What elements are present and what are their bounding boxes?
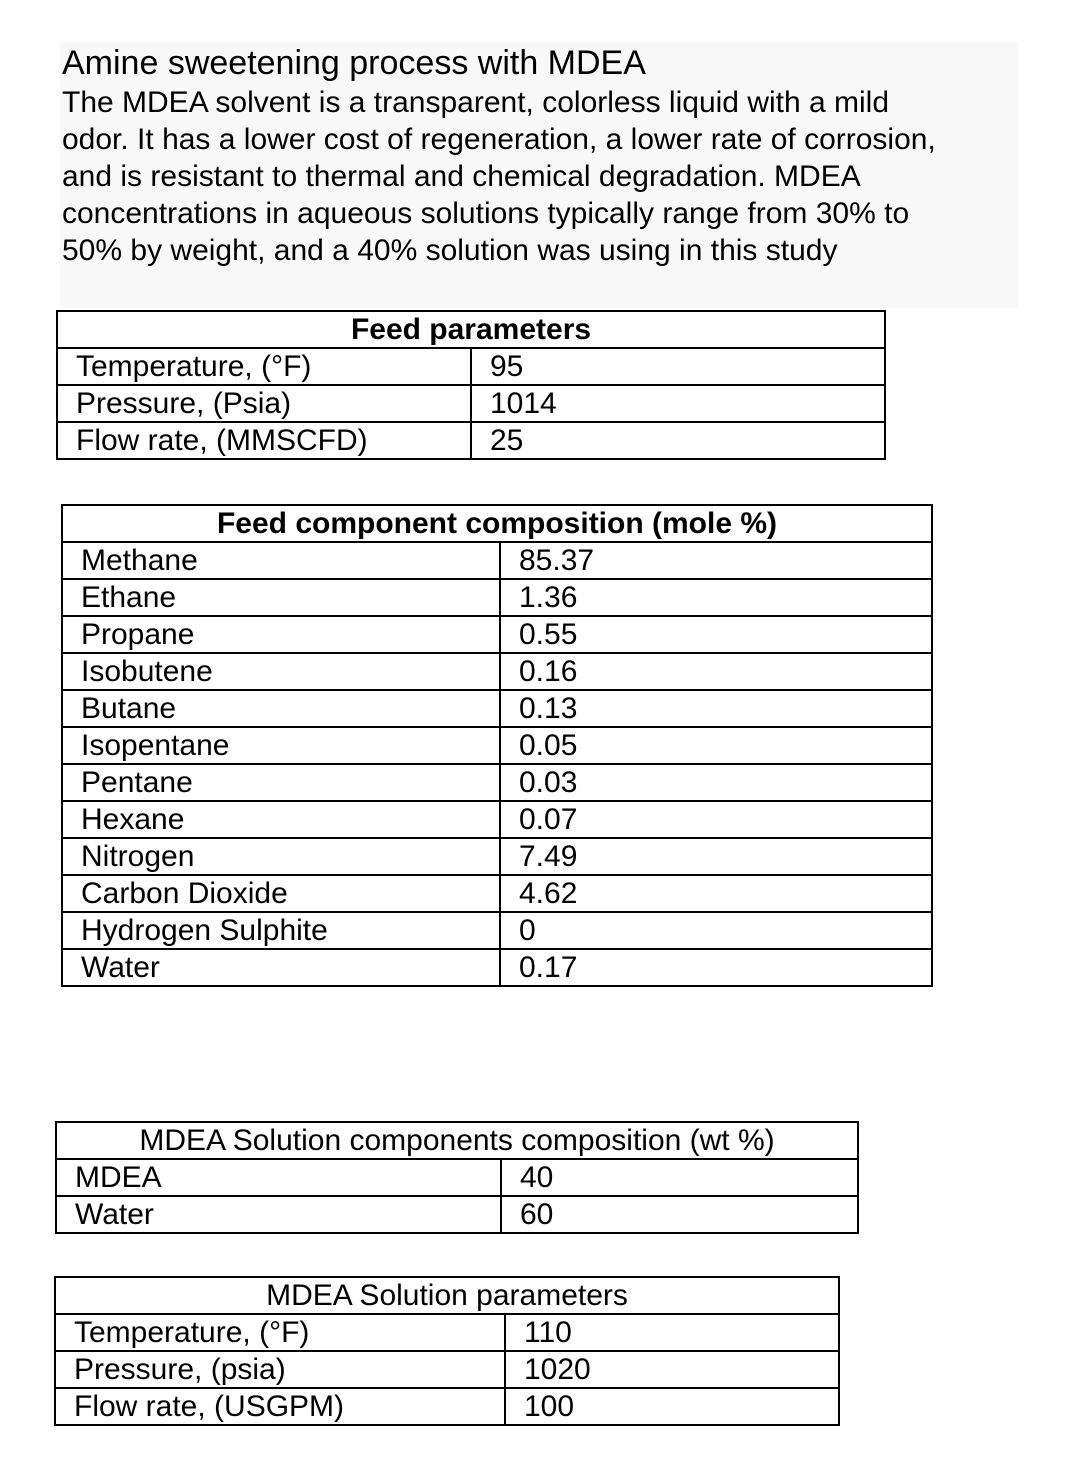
table-header-row [62, 505, 932, 542]
table-row [62, 875, 932, 912]
row-label: Nitrogen [62, 838, 500, 875]
intro-section [60, 42, 1018, 308]
table-row [62, 579, 932, 616]
row-label: Pressure, (psia) [55, 1351, 505, 1388]
table-row [62, 838, 932, 875]
table-row [62, 949, 932, 986]
table-row [62, 764, 932, 801]
table-row [62, 912, 932, 949]
table-header: MDEA Solution components composition (wt %) [56, 1122, 858, 1159]
table-header: Feed component composition (mole %) [62, 505, 932, 542]
table-row [55, 1388, 839, 1425]
table-row [57, 348, 885, 385]
row-value: 4.62 [500, 875, 932, 912]
row-label: Methane [62, 542, 500, 579]
table-row [62, 542, 932, 579]
intro-line: concentrations in aqueous solutions typically range from 30% to [62, 197, 910, 230]
mdea-parameters-table [54, 1276, 840, 1426]
table-row [62, 727, 932, 764]
table-row [62, 653, 932, 690]
table-row [62, 616, 932, 653]
row-value: 0.13 [500, 690, 932, 727]
table-header-row [56, 1122, 858, 1159]
row-value: 60 [501, 1196, 858, 1233]
row-label: Water [62, 949, 500, 986]
row-label: Flow rate, (MMSCFD) [57, 422, 471, 459]
table-row [57, 422, 885, 459]
row-label: Hexane [62, 801, 500, 838]
row-value: 0.07 [500, 801, 932, 838]
row-value: 7.49 [500, 838, 932, 875]
row-label: Isobutene [62, 653, 500, 690]
row-value: 0.05 [500, 727, 932, 764]
intro-paragraph [62, 84, 1012, 269]
row-value: 1020 [505, 1351, 839, 1388]
row-value: 0.55 [500, 616, 932, 653]
mdea-composition-table [55, 1121, 859, 1234]
row-label: Butane [62, 690, 500, 727]
document-title: Amine sweetening process with MDEA [62, 44, 646, 82]
row-label: Temperature, (°F) [55, 1314, 505, 1351]
row-label: MDEA [56, 1159, 501, 1196]
table-header: MDEA Solution parameters [55, 1277, 839, 1314]
row-label: Pentane [62, 764, 500, 801]
table-row [62, 801, 932, 838]
row-value: 100 [505, 1388, 839, 1425]
intro-line: odor. It has a lower cost of regeneration, a lower rate of corrosion, [62, 123, 936, 156]
row-label: Propane [62, 616, 500, 653]
row-value: 0 [500, 912, 932, 949]
feed-parameters-table [56, 310, 886, 460]
table-row [56, 1159, 858, 1196]
row-label: Carbon Dioxide [62, 875, 500, 912]
row-label: Pressure, (Psia) [57, 385, 471, 422]
row-label: Hydrogen Sulphite [62, 912, 500, 949]
table-row [55, 1314, 839, 1351]
table-row [56, 1196, 858, 1233]
intro-line: The MDEA solvent is a transparent, colorless liquid with a mild [62, 86, 890, 119]
table-header: Feed parameters [57, 311, 885, 348]
feed-composition-table [61, 504, 933, 987]
intro-line: 50% by weight, and a 40% solution was using in this study [62, 234, 838, 267]
row-label: Isopentane [62, 727, 500, 764]
table-row [57, 385, 885, 422]
row-value: 95 [471, 348, 885, 385]
row-value: 85.37 [500, 542, 932, 579]
table-header-row [55, 1277, 839, 1314]
row-label: Flow rate, (USGPM) [55, 1388, 505, 1425]
row-value: 0.16 [500, 653, 932, 690]
row-value: 0.03 [500, 764, 932, 801]
row-label: Water [56, 1196, 501, 1233]
row-value: 0.17 [500, 949, 932, 986]
row-value: 40 [501, 1159, 858, 1196]
table-row [55, 1351, 839, 1388]
intro-line: and is resistant to thermal and chemical degradation. MDEA [62, 160, 861, 193]
row-value: 1.36 [500, 579, 932, 616]
row-value: 110 [505, 1314, 839, 1351]
table-row [62, 690, 932, 727]
row-value: 25 [471, 422, 885, 459]
table-header-row [57, 311, 885, 348]
row-value: 1014 [471, 385, 885, 422]
row-label: Temperature, (°F) [57, 348, 471, 385]
row-label: Ethane [62, 579, 500, 616]
